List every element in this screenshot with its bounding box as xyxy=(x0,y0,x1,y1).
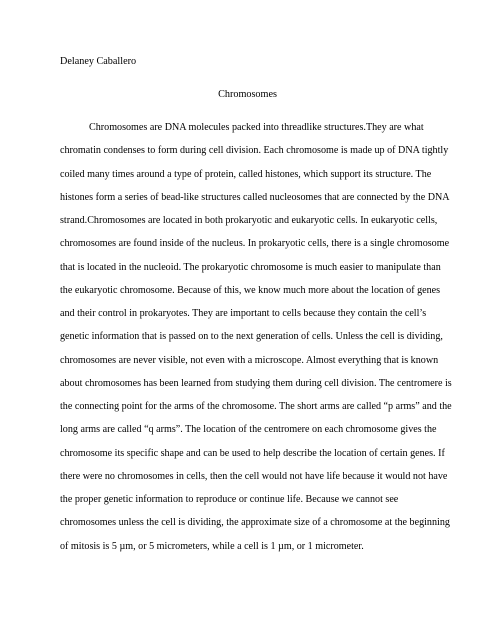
paragraph-line: chromosomes are never visible, not even with a microscope. Almost everything that is known xyxy=(60,354,439,366)
paragraph-line: that is located in the nucleoid. The prokaryotic chromosome is much easier to manipulate than xyxy=(60,261,441,273)
author-name: Delaney Caballero xyxy=(60,56,137,67)
document-title: Chromosomes xyxy=(218,89,277,100)
paragraph-line: coiled many times around a type of protein, called histones, which support its structure. The xyxy=(60,168,432,180)
paragraph-line: strand.Chromosomes are located in both prokaryotic and eukaryotic cells. In eukaryotic cells, xyxy=(60,215,438,226)
paragraph-line: chromosome its specific shape and can be used to help describe the location of certain genes. If xyxy=(60,447,445,459)
paragraph-line: of mitosis is 5 µm, or 5 micrometers, while a cell is 1 µm, or 1 micrometer. xyxy=(60,540,364,552)
paragraph-line: Chromosomes are DNA molecules packed into threadlike structures.They are what xyxy=(89,122,424,133)
paragraph-line: and their control in prokaryotes. They are important to cells because they contain the cell’s xyxy=(60,308,427,319)
paragraph-line: chromosomes are found inside of the nucleus. In prokaryotic cells, there is a single chromosome xyxy=(60,238,450,250)
paragraph-line: histones form a series of bead-like structures called nucleosomes that are connected by the DNA xyxy=(60,191,450,203)
paragraph-line: genetic information that is passed on to the next generation of cells. Unless the cell is dividing, xyxy=(60,331,443,343)
paragraph-line: the connecting point for the arms of the chromosome. The short arms are called “p arms” and the xyxy=(60,401,452,412)
paragraph-line: the proper genetic information to reproduce or continue life. Because we cannot see xyxy=(60,494,399,505)
paragraph-line: chromatin condenses to form during cell division. Each chromosome is made up of DNA tightly xyxy=(60,145,449,157)
paragraph-line: about chromosomes has been learned from studying them during cell division. The centromere is xyxy=(60,377,452,389)
paragraph-line: chromosomes unless the cell is dividing, the approximate size of a chromosome at the beginning xyxy=(60,517,450,529)
paragraph-line: long arms are called “q arms”. The location of the centromere on each chromosome gives the xyxy=(60,424,437,436)
paragraph-line: the eukaryotic chromosome. Because of this, we know much more about the location of genes xyxy=(60,284,441,296)
body-paragraph xyxy=(60,120,452,562)
paragraph-line: there were no chromosomes in cells, then the cell would not have life because it would not have xyxy=(60,470,448,482)
